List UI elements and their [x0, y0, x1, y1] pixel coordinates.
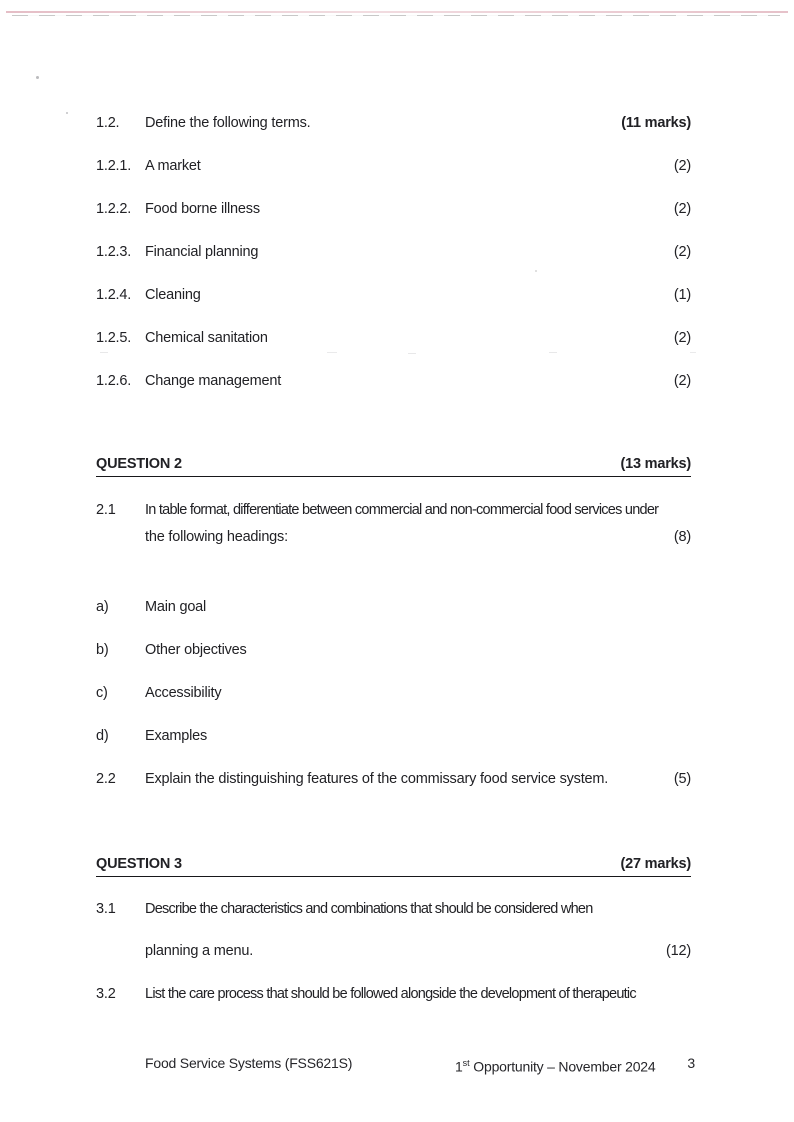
item-text: the following headings: [145, 529, 288, 545]
item-number: 1.2.3. [96, 244, 132, 260]
item-text: Accessibility [145, 685, 222, 701]
marks-label: (2) [673, 201, 691, 217]
subitem-b [96, 641, 691, 660]
question-3-heading [96, 855, 691, 877]
footer-session-ordinal: st [462, 1058, 470, 1068]
marks-label: (8) [673, 529, 691, 545]
marks-label: (2) [673, 158, 691, 174]
item-text: Change management [145, 373, 282, 389]
scan-speck [690, 352, 696, 353]
question-item-1-2-6 [96, 372, 691, 391]
question-item-1-2-2 [96, 200, 691, 219]
item-number: 1.2.2. [96, 201, 132, 217]
scan-speck [100, 352, 108, 353]
marks-label: (2) [673, 244, 691, 260]
question-title: QUESTION 2 [96, 456, 182, 472]
item-letter: a) [96, 599, 109, 615]
item-number: 1.2.1. [96, 158, 132, 174]
item-text: Main goal [145, 599, 207, 615]
marks-label: (11 marks) [621, 115, 691, 131]
question-1-2-intro [96, 114, 691, 133]
marks-label: (27 marks) [620, 856, 691, 872]
item-number: 1.2.4. [96, 287, 132, 303]
footer-session-text: Opportunity – November 2024 [469, 1058, 656, 1075]
question-item-1-2-1 [96, 157, 691, 176]
scan-speck [549, 352, 557, 353]
marks-label: (2) [673, 373, 691, 389]
question-title: QUESTION 3 [96, 856, 182, 872]
item-text: A market [145, 158, 201, 174]
item-text: planning a menu. [145, 943, 254, 959]
item-number: 1.2.5. [96, 330, 132, 346]
question-item-1-2-4 [96, 286, 691, 305]
item-text: Financial planning [145, 244, 259, 260]
question-item-2-2 [96, 770, 691, 789]
question-item-1-2-3 [96, 243, 691, 262]
marks-label: (5) [673, 771, 691, 787]
subitem-d [96, 727, 691, 746]
question-item-2-1-line1 [96, 501, 691, 520]
item-number: 2.1 [96, 502, 116, 518]
scan-speck [408, 353, 416, 354]
item-text: Food borne illness [145, 201, 260, 217]
marks-label: (12) [666, 943, 691, 959]
subitem-a [96, 598, 691, 617]
item-text: Describe the characteristics and combinations that should be considered when [145, 901, 593, 917]
subitem-c [96, 684, 691, 703]
marks-label: (1) [673, 287, 691, 303]
scan-artifact-gray-line [12, 15, 780, 16]
question-item-2-1-line2 [145, 528, 691, 547]
footer-page-number: 3 [687, 1055, 695, 1071]
item-text: Examples [145, 728, 208, 744]
item-letter: d) [96, 728, 109, 744]
scan-speck [66, 112, 68, 114]
scan-speck [327, 352, 337, 353]
item-number: 2.2 [96, 771, 116, 787]
scan-speck [36, 76, 39, 79]
question-item-3-1-line1 [96, 900, 691, 919]
question-item-3-2 [96, 985, 691, 1004]
item-number: 3.1 [96, 901, 116, 917]
item-letter: b) [96, 642, 109, 658]
item-text: Explain the distinguishing features of the commissary food service system. [145, 771, 609, 787]
item-text: In table format, differentiate between commercial and non-commercial food services under [145, 502, 659, 518]
item-text: Cleaning [145, 287, 201, 303]
footer-course-title: Food Service Systems (FSS621S) [145, 1055, 353, 1071]
item-number: 1.2. [96, 115, 120, 131]
item-text: Other objectives [145, 642, 247, 658]
item-text: List the care process that should be followed alongside the development of therapeutic [145, 986, 636, 1002]
question-2-heading [96, 455, 691, 477]
scan-speck [535, 270, 537, 272]
item-text: Chemical sanitation [145, 330, 268, 346]
item-number: 3.2 [96, 986, 116, 1002]
item-letter: c) [96, 685, 108, 701]
scan-artifact-pink-line [6, 11, 788, 13]
marks-label: (2) [673, 330, 691, 346]
item-number: 1.2.6. [96, 373, 132, 389]
marks-label: (13 marks) [620, 456, 691, 472]
footer-session-number: 1 [455, 1058, 463, 1075]
question-item-1-2-5 [96, 329, 691, 348]
question-item-3-1-line2 [145, 942, 691, 961]
item-text: Define the following terms. [145, 115, 311, 131]
